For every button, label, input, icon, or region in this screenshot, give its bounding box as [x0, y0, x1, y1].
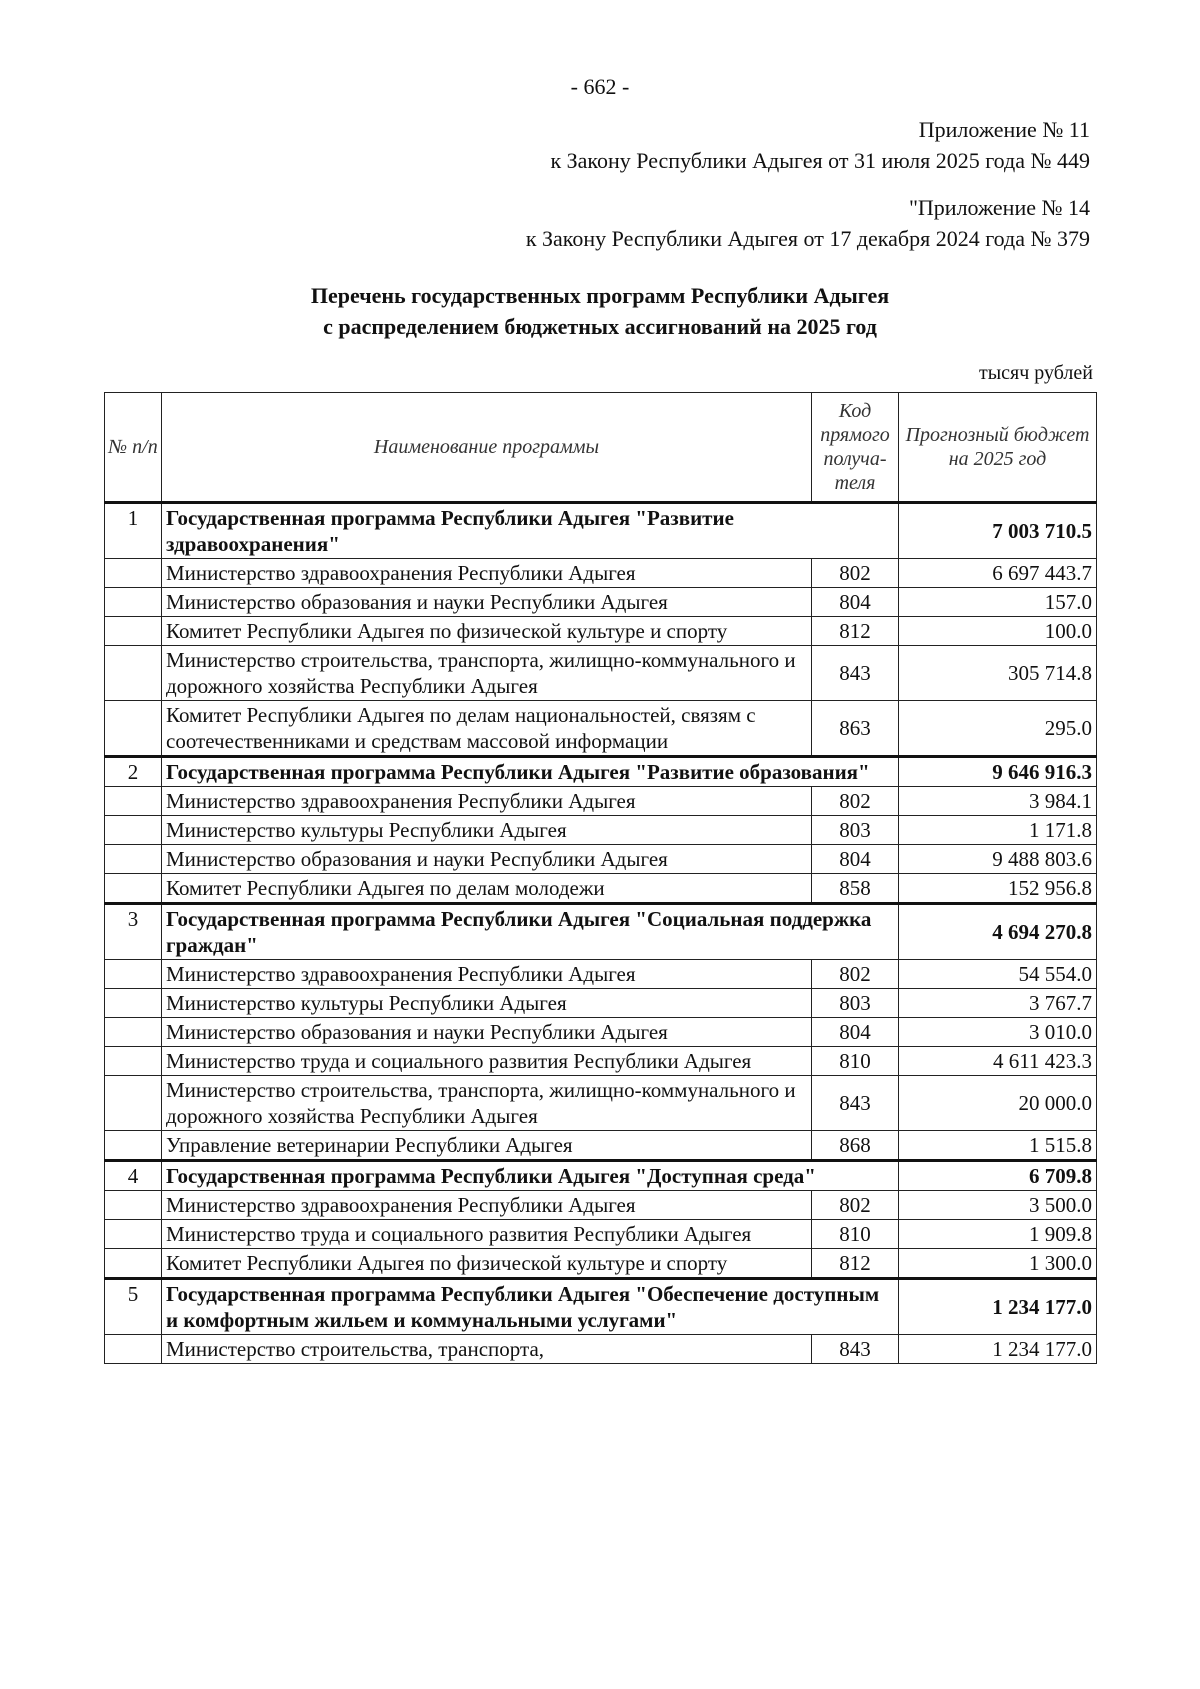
recipient-amount: 3 500.0: [899, 1191, 1097, 1220]
recipient-code: 812: [812, 617, 899, 646]
table-row: [105, 588, 1097, 617]
program-row: [105, 757, 1097, 787]
table-row: [105, 960, 1097, 989]
row-number-empty: [105, 1131, 162, 1161]
recipient-code: 812: [812, 1249, 899, 1279]
header-code: Код прямого получа- теля: [812, 393, 899, 503]
row-number-empty: [105, 816, 162, 845]
row-number-empty: [105, 1191, 162, 1220]
table-row: [105, 1131, 1097, 1161]
program-total: 1 234 177.0: [899, 1279, 1097, 1335]
recipient-amount: 100.0: [899, 617, 1097, 646]
program-name: Государственная программа Республики Адыгея "Доступная среда": [162, 1161, 899, 1191]
recipient-name: Министерство строительства, транспорта, жилищно-коммунального и дорожного хозяйства Республики Адыгея: [162, 646, 812, 701]
recipient-amount: 4 611 423.3: [899, 1047, 1097, 1076]
recipient-code: 858: [812, 874, 899, 904]
header-name: Наименование программы: [162, 393, 812, 503]
programs-table: [104, 392, 1097, 1364]
table-row: [105, 1018, 1097, 1047]
recipient-amount: 1 300.0: [899, 1249, 1097, 1279]
row-number-empty: [105, 960, 162, 989]
units-label: тысяч рублей: [978, 362, 1093, 384]
recipient-amount: 152 956.8: [899, 874, 1097, 904]
recipient-code: 802: [812, 787, 899, 816]
row-number-empty: [105, 845, 162, 874]
recipient-name: Министерство здравоохранения Республики Адыгея: [162, 960, 812, 989]
recipient-code: 804: [812, 588, 899, 617]
row-number-empty: [105, 1249, 162, 1279]
table-row: [105, 1220, 1097, 1249]
recipient-name: Министерство здравоохранения Республики Адыгея: [162, 559, 812, 588]
table-row: [105, 845, 1097, 874]
row-number-empty: [105, 701, 162, 757]
recipient-name: Министерство здравоохранения Республики Адыгея: [162, 1191, 812, 1220]
recipient-name: Управление ветеринарии Республики Адыгея: [162, 1131, 812, 1161]
recipient-name: Министерство образования и науки Республики Адыгея: [162, 845, 812, 874]
recipient-amount: 295.0: [899, 701, 1097, 757]
table-body: [105, 503, 1097, 1364]
recipient-amount: 1 234 177.0: [899, 1335, 1097, 1364]
table-header-row: [105, 393, 1097, 503]
document-title-line2: с распределением бюджетных ассигнований на 2025 год: [323, 314, 877, 339]
recipient-name: Комитет Республики Адыгея по физической культуре и спорту: [162, 1249, 812, 1279]
program-number: 1: [105, 503, 162, 559]
recipient-amount: 9 488 803.6: [899, 845, 1097, 874]
recipient-name: Комитет Республики Адыгея по физической культуре и спорту: [162, 617, 812, 646]
header-amount: Прогнозный бюджет на 2025 год: [899, 393, 1097, 503]
recipient-name: Министерство образования и науки Республики Адыгея: [162, 1018, 812, 1047]
table-row: [105, 1335, 1097, 1364]
recipient-amount: 305 714.8: [899, 646, 1097, 701]
recipient-amount: 20 000.0: [899, 1076, 1097, 1131]
program-row: [105, 503, 1097, 559]
program-total: 6 709.8: [899, 1161, 1097, 1191]
table-row: [105, 646, 1097, 701]
recipient-amount: 3 767.7: [899, 989, 1097, 1018]
recipient-code: 810: [812, 1220, 899, 1249]
table-row: [105, 874, 1097, 904]
appendix-original-line1: "Приложение № 14: [908, 195, 1090, 220]
program-total: 7 003 710.5: [899, 503, 1097, 559]
table-row: [105, 1191, 1097, 1220]
recipient-amount: 3 010.0: [899, 1018, 1097, 1047]
row-number-empty: [105, 1335, 162, 1364]
recipient-amount: 54 554.0: [899, 960, 1097, 989]
recipient-code: 803: [812, 989, 899, 1018]
program-name: Государственная программа Республики Адыгея "Развитие здравоохранения": [162, 503, 899, 559]
recipient-code: 843: [812, 1076, 899, 1131]
program-name: Государственная программа Республики Адыгея "Развитие образования": [162, 757, 899, 787]
recipient-amount: 6 697 443.7: [899, 559, 1097, 588]
recipient-code: 803: [812, 816, 899, 845]
program-total: 9 646 916.3: [899, 757, 1097, 787]
recipient-amount: 1 909.8: [899, 1220, 1097, 1249]
recipient-code: 843: [812, 1335, 899, 1364]
recipient-name: Министерство строительства, транспорта, жилищно-коммунального и дорожного хозяйства Республики Адыгея: [162, 1076, 812, 1131]
program-name: Государственная программа Республики Адыгея "Обеспечение доступным и комфортным жильем и коммунальными услугами": [162, 1279, 899, 1335]
recipient-amount: 1 171.8: [899, 816, 1097, 845]
recipient-name: Комитет Республики Адыгея по делам национальностей, связям с соотечественниками и средствам массовой информации: [162, 701, 812, 757]
recipient-name: Министерство здравоохранения Республики Адыгея: [162, 787, 812, 816]
appendix-original: [526, 192, 1090, 254]
recipient-name: Министерство культуры Республики Адыгея: [162, 989, 812, 1018]
recipient-name: Министерство культуры Республики Адыгея: [162, 816, 812, 845]
recipient-amount: 1 515.8: [899, 1131, 1097, 1161]
row-number-empty: [105, 1018, 162, 1047]
recipient-code: 863: [812, 701, 899, 757]
recipient-code: 804: [812, 845, 899, 874]
recipient-code: 802: [812, 559, 899, 588]
program-number: 2: [105, 757, 162, 787]
page-number: - 662 -: [570, 74, 630, 99]
table-row: [105, 1249, 1097, 1279]
recipient-name: Министерство труда и социального развития Республики Адыгея: [162, 1220, 812, 1249]
row-number-empty: [105, 1047, 162, 1076]
recipient-code: 868: [812, 1131, 899, 1161]
program-number: 4: [105, 1161, 162, 1191]
row-number-empty: [105, 874, 162, 904]
table-row: [105, 617, 1097, 646]
program-row: [105, 1279, 1097, 1335]
table-row: [105, 701, 1097, 757]
program-name: Государственная программа Республики Адыгея "Социальная поддержка граждан": [162, 904, 899, 960]
recipient-name: Министерство строительства, транспорта,: [162, 1335, 812, 1364]
program-number: 3: [105, 904, 162, 960]
program-number: 5: [105, 1279, 162, 1335]
row-number-empty: [105, 559, 162, 588]
header-num: № п/п: [105, 393, 162, 503]
row-number-empty: [105, 787, 162, 816]
program-row: [105, 904, 1097, 960]
recipient-code: 802: [812, 960, 899, 989]
table-row: [105, 1047, 1097, 1076]
row-number-empty: [105, 989, 162, 1018]
program-total: 4 694 270.8: [899, 904, 1097, 960]
program-row: [105, 1161, 1097, 1191]
recipient-code: 802: [812, 1191, 899, 1220]
row-number-empty: [105, 617, 162, 646]
recipient-code: 810: [812, 1047, 899, 1076]
table-row: [105, 787, 1097, 816]
appendix-current-line2: к Закону Республики Адыгея от 31 июля 2025 года № 449: [550, 148, 1090, 173]
row-number-empty: [105, 1220, 162, 1249]
table-row: [105, 1076, 1097, 1131]
recipient-name: Министерство образования и науки Республики Адыгея: [162, 588, 812, 617]
table-row: [105, 816, 1097, 845]
row-number-empty: [105, 1076, 162, 1131]
recipient-code: 804: [812, 1018, 899, 1047]
row-number-empty: [105, 588, 162, 617]
appendix-current-line1: Приложение № 11: [918, 117, 1090, 142]
table-row: [105, 989, 1097, 1018]
recipient-name: Комитет Республики Адыгея по делам молодежи: [162, 874, 812, 904]
appendix-original-line2: к Закону Республики Адыгея от 17 декабря 2024 года № 379: [525, 226, 1090, 251]
appendix-current: [550, 114, 1090, 176]
recipient-amount: 157.0: [899, 588, 1097, 617]
recipient-code: 843: [812, 646, 899, 701]
recipient-amount: 3 984.1: [899, 787, 1097, 816]
table-row: [105, 559, 1097, 588]
document-title-line1: Перечень государственных программ Республики Адыгея: [310, 283, 890, 308]
recipient-name: Министерство труда и социального развития Республики Адыгея: [162, 1047, 812, 1076]
document-title: [120, 280, 1080, 342]
row-number-empty: [105, 646, 162, 701]
